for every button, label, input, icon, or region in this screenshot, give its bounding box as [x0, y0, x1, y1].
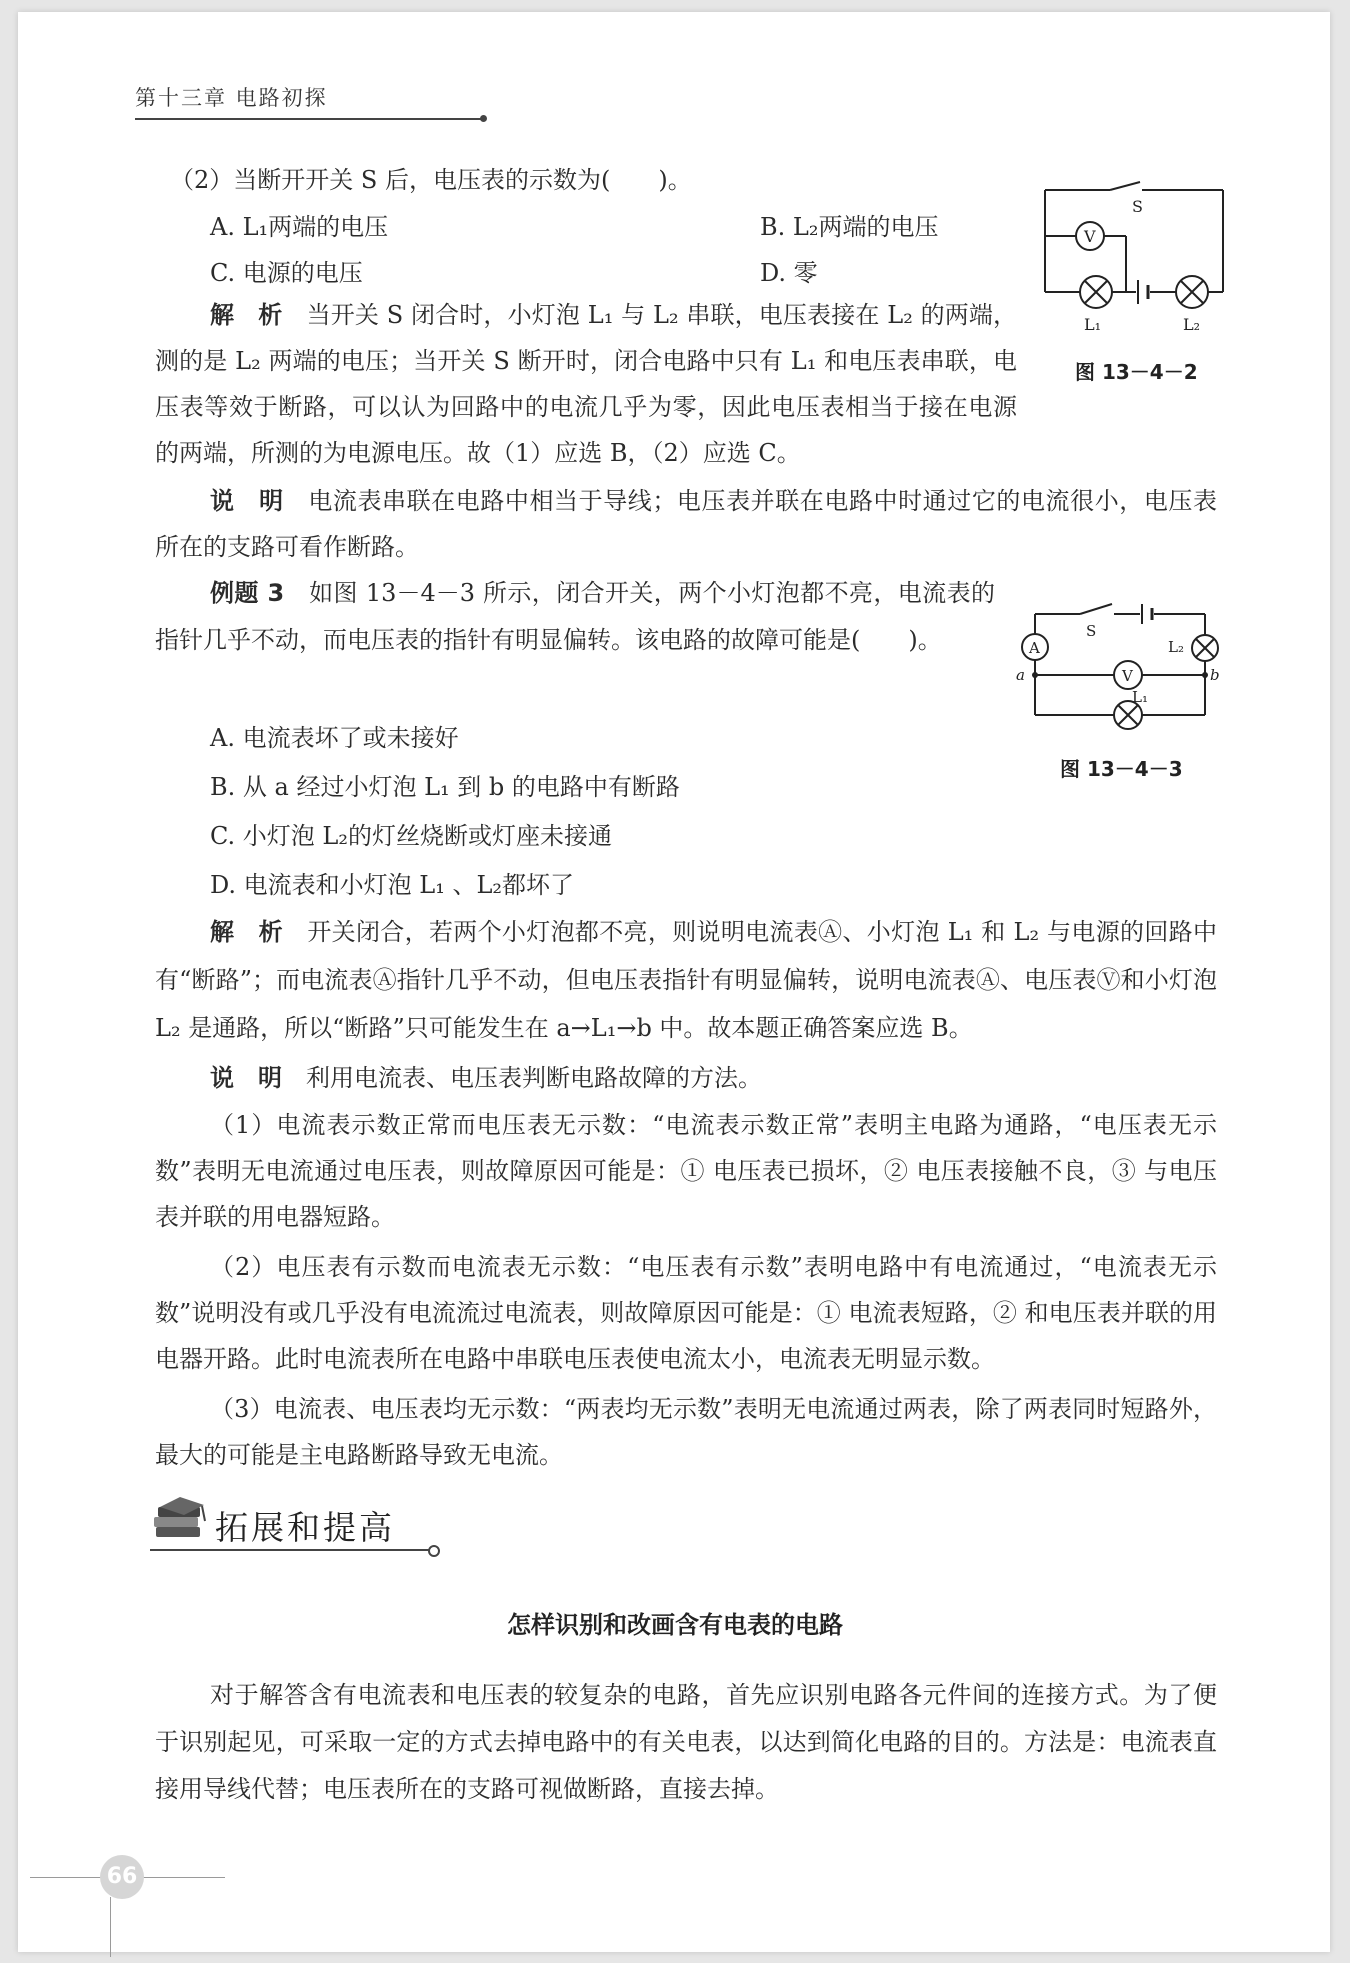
- fig3-lamp1-label: L₁: [1132, 688, 1148, 706]
- fig2-voltmeter-label: V: [1084, 227, 1096, 246]
- analysis-2: [155, 908, 1217, 1052]
- fig3-switch-label: S: [1086, 622, 1097, 640]
- section-title: 拓展和提高: [215, 1508, 395, 1547]
- ex3-option-c: C. 小灯泡 L₂的灯丝烧断或灯座未接通: [210, 822, 612, 850]
- analysis-2-text: 开关闭合，若两个小灯泡都不亮，则说明电流表Ⓐ、小灯泡 L₁ 和 L₂ 与电源的回路中有“断路”；而电流表Ⓐ指针几乎不动，但电压表指针有明显偏转，说明电流表Ⓐ、电压表Ⓥ和小灯泡 L₂ 是通路，所以“断路”只可能发生在 a→L₁→b 中。故本题正确答案应选 B。: [155, 918, 1217, 1042]
- q2-option-c: C. 电源的电压: [210, 259, 363, 287]
- note-2-item-2: （2）电压表有示数而电流表无示数：“电压表有示数”表明电路中有电流通过，“电流表无示数”说明没有或几乎没有电流流过电流表，则故障原因可能是：① 电流表短路，② 和电压表并联的用电器开路。此时电流表所在电路中串联电压表使电流太小，电流表无明显示数。: [155, 1253, 1217, 1373]
- figure-caption-13-4-3: 图 13－4－3: [1060, 757, 1183, 781]
- fig3-ammeter-label: A: [1029, 639, 1040, 657]
- fig2-lamp1-label: L₁: [1084, 315, 1102, 334]
- ex3-option-d: D. 电流表和小灯泡 L₁ 、L₂都坏了: [210, 871, 575, 899]
- fig3-voltmeter-label: V: [1122, 667, 1133, 685]
- note-2-label: 说 明: [210, 1064, 282, 1092]
- books-icon: [150, 1497, 210, 1547]
- analysis-1-label: 解 析: [210, 301, 283, 329]
- note-2-item-1: （1）电流表示数正常而电压表无示数：“电流表示数正常”表明主电路为通路，“电压表无示数”表明无电流通过电压表，则故障原因可能是：① 电压表已损坏，② 电压表接触不良，③ 与电压表并联的用电器短路。: [155, 1111, 1217, 1231]
- q2-option-d: D. 零: [760, 259, 818, 287]
- ex3-option-b: B. 从 a 经过小灯泡 L₁ 到 b 的电路中有断路: [210, 773, 680, 801]
- fig3-node-b: b: [1210, 666, 1220, 684]
- fig3-lamp2-label: L₂: [1168, 638, 1184, 656]
- page-number: 66: [100, 1855, 144, 1899]
- article-paragraph: 对于解答含有电流表和电压表的较复杂的电路，首先应识别电路各元件间的连接方式。为了便于识别起见，可采取一定的方式去掉电路中的有关电表，以达到简化电路的目的。方法是：电流表直接用导线代替；电压表所在的支路可视做断路，直接去掉。: [155, 1681, 1217, 1803]
- article-title: 怎样识别和改画含有电表的电路: [507, 1611, 843, 1639]
- note-2-text: 利用电流表、电压表判断电路故障的方法。: [306, 1064, 762, 1092]
- note-1: [155, 478, 1217, 570]
- example-3-text: 如图 13－4－3 所示，闭合开关，两个小灯泡都不亮，电流表的指针几乎不动，而电压表的指针有明显偏转。该电路的故障可能是( )。: [155, 579, 996, 654]
- note-1-label: 说 明: [210, 487, 284, 515]
- analysis-1-text: 当开关 S 闭合时，小灯泡 L₁ 与 L₂ 串联，电压表接在 L₂ 的两端，测的是 L₂ 两端的电压；当开关 S 断开时，闭合电路中只有 L₁ 和电压表串联，电压表等效于断路，可以认为回路中的电流几乎为零，因此电压表相当于接在电源的两端，所测的为电源电压。故（1）应选 B，（2）应选 C。: [155, 301, 1018, 467]
- q2-option-b: B. L₂两端的电压: [760, 213, 939, 241]
- circuit-diagram-13-4-2: [1040, 180, 1230, 340]
- chapter-header: 第十三章 电路初探: [135, 86, 328, 110]
- fig2-switch-label: S: [1132, 197, 1143, 216]
- header-rule: [135, 118, 483, 120]
- example-3-label: 例题 3: [210, 579, 285, 607]
- example-3: [155, 570, 995, 664]
- note-2-item-3: （3）电流表、电压表均无示数：“两表均无示数”表明无电流通过两表，除了两表同时短路外，最大的可能是主电路断路导致无电流。: [155, 1395, 1217, 1469]
- q2-option-a: A. L₁两端的电压: [210, 213, 389, 241]
- analysis-1: [155, 292, 1017, 476]
- note-2: [155, 1055, 1217, 1101]
- fig2-lamp2-label: L₂: [1183, 315, 1201, 334]
- q2-stem: （2）当断开开关 S 后，电压表的示数为( )。: [170, 166, 692, 194]
- section-rule: [150, 1549, 430, 1551]
- ex3-option-a: A. 电流表坏了或未接好: [210, 724, 459, 752]
- analysis-2-label: 解 析: [210, 918, 283, 946]
- circuit-diagram-13-4-3: [1016, 600, 1225, 740]
- footer-vertical-rule: [110, 1897, 111, 1957]
- figure-caption-13-4-2: 图 13－4－2: [1075, 360, 1198, 384]
- fig3-node-a: a: [1016, 666, 1025, 684]
- note-1-text: 电流表串联在电路中相当于导线；电压表并联在电路中时通过它的电流很小，电压表所在的支路可看作断路。: [155, 487, 1218, 561]
- header-rule-dot: [480, 115, 487, 122]
- section-rule-dot: [428, 1545, 440, 1557]
